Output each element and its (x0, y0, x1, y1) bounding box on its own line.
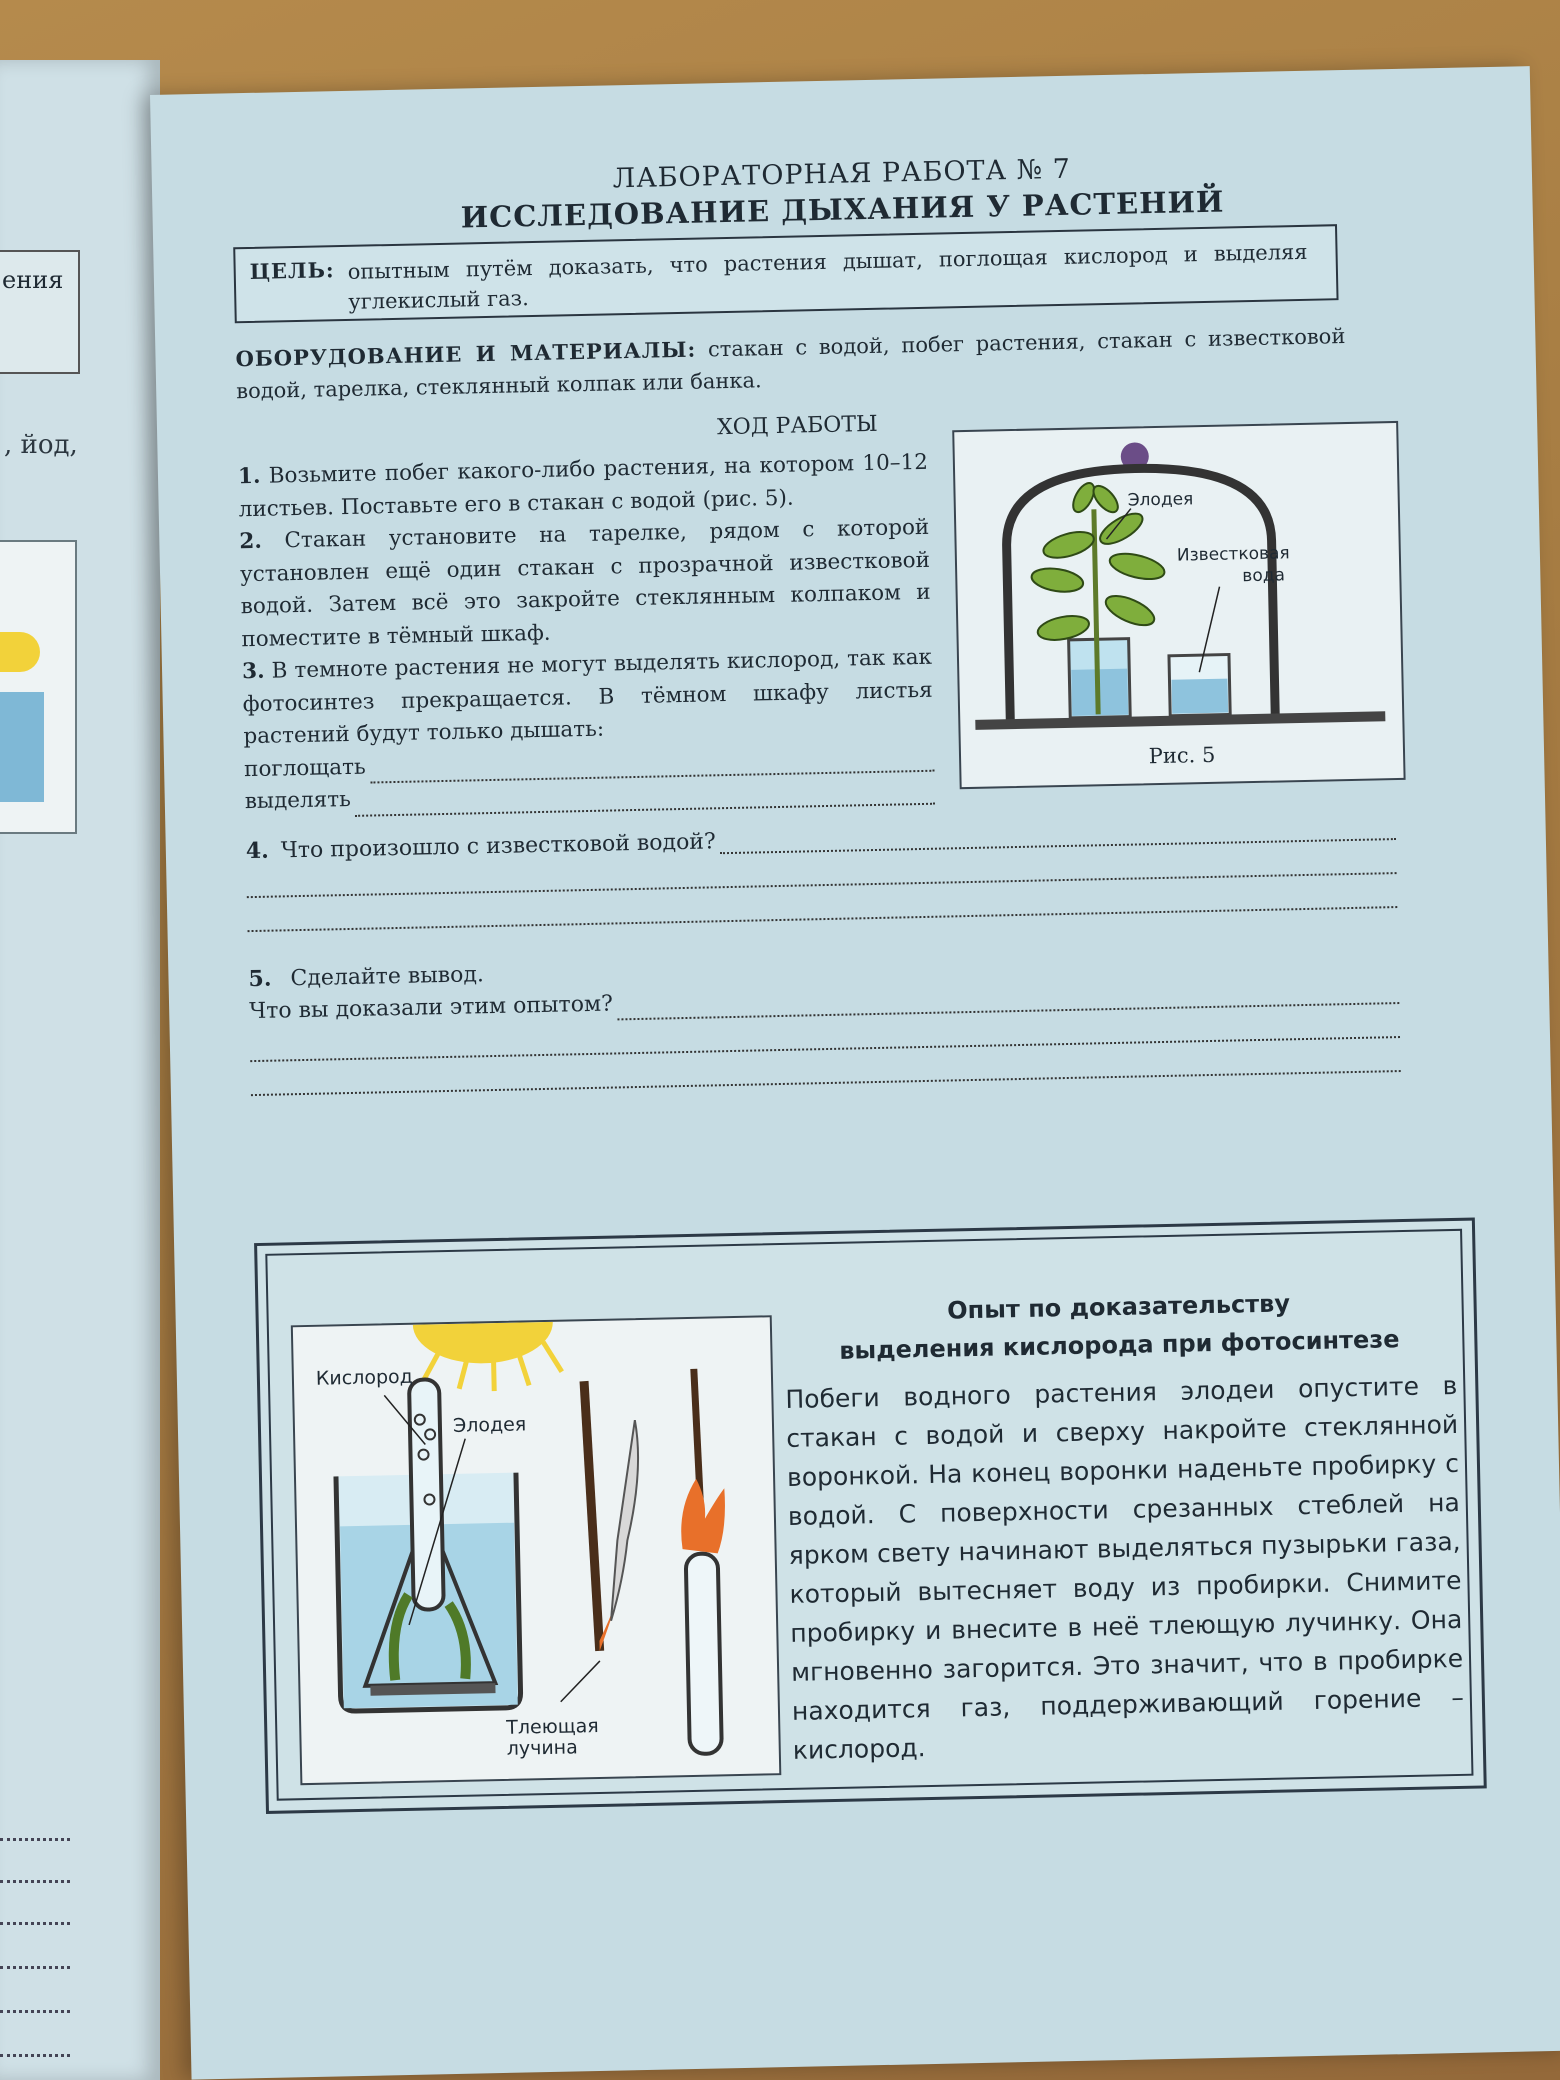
leaf-shape (1041, 527, 1097, 563)
step-text: В темноте растения не могут выделять кислород, так как фотосинтез прекращается. В тёмном шкафу листья растений будут только дышать: (242, 644, 933, 750)
pointer-line (560, 1661, 601, 1702)
test-tube (686, 1553, 722, 1754)
answer-line (0, 2054, 70, 2057)
splinter-label-2: лучина (506, 1736, 578, 1760)
question-subtext: Что вы доказали этим опытом? (248, 991, 614, 1025)
sun-icon (0, 632, 40, 672)
left-page-fragment-2: , йод, (4, 430, 78, 460)
lab-subtitle: ИССЛЕДОВАНИЕ ДЫХАНИЯ У РАСТЕНИЙ (460, 184, 1225, 235)
figure-caption: Рис. 5 (1148, 742, 1216, 769)
info-box (254, 1218, 1487, 1814)
step-number: 1. (237, 463, 261, 490)
oxygen-label: Кислород (315, 1365, 414, 1390)
lab-title: ЛАБОРАТОРНАЯ РАБОТА № 7 (612, 153, 1072, 195)
leaf-shape (1107, 549, 1167, 584)
question-4 (246, 814, 1398, 932)
answer-line (0, 2010, 70, 2013)
info-box-inner (265, 1229, 1473, 1801)
emit-answer-field[interactable] (355, 780, 935, 816)
equipment-text: стакан с водой, побег растения, стакан с известковой водой, тарелка, стеклянный колпак или банка. (235, 324, 1346, 404)
answer-line (0, 1880, 70, 1883)
left-page-illustration (0, 540, 77, 834)
leaf-shape (1096, 508, 1147, 550)
splinter (584, 1381, 600, 1651)
lime-water-label-2: вода (1242, 565, 1286, 587)
steps-list (238, 447, 935, 819)
elodea-label: Элодея (1127, 489, 1194, 511)
progress-title: ХОД РАБОТЫ (716, 411, 878, 441)
lime-water-shape (1171, 679, 1228, 714)
emit-label: выделять (244, 786, 352, 815)
info-title-line-2: выделения кислорода при фотосинтезе (839, 1325, 1400, 1365)
workbook-page (150, 66, 1560, 2079)
goal-text: опытным путём доказать, что растения дышат, поглощая кислород и выделяя углекислый газ. (347, 239, 1308, 314)
water-shape (0, 692, 44, 802)
question-text: Что произошло с известковой водой? (280, 829, 717, 864)
smoke-shape (607, 1420, 642, 1621)
answer-line (0, 1966, 70, 1969)
left-page (0, 60, 160, 2080)
info-title-line-1: Опыт по доказательству (946, 1289, 1291, 1325)
question-text: Сделайте вывод. (290, 962, 485, 992)
figure-5 (952, 421, 1405, 789)
question-5 (248, 939, 1401, 1096)
elodea-label: Элодея (452, 1413, 527, 1437)
left-page-box (0, 250, 80, 374)
info-title (783, 1281, 1454, 1371)
question-number: 4. (245, 837, 270, 865)
step-text: Возьмите побег какого-либо растения, на котором 10–12 листьев. Поставьте его в стакан с водой (рис. 5). (238, 449, 929, 522)
oxygen-experiment-figure (291, 1315, 782, 1785)
absorb-label: поглощать (243, 754, 366, 782)
left-page-fragment: ения (2, 266, 64, 294)
step-3 (242, 642, 934, 754)
leaf-shape (1030, 565, 1085, 595)
leaf-shape (1102, 590, 1158, 631)
answer-line (0, 1922, 70, 1925)
info-text: Побеги водного растения элодеи опустите в стакан с водой и сверху накройте стеклянной воронкой. На конец воронки наденьте пробирку с водой. С поверхности срезанных стеблей на ярком свету начинают выделяться пузырьки газа, который вытесняет воду из пробирки. Снимите пробирку и внесите в неё тлеющую лучинку. Она мгновенно загорится. Это значит, что в пробирке находится газ, поддерживающий горение – кислород. (785, 1370, 1465, 1765)
lime-water-label-1: Известковая (1176, 543, 1290, 566)
bell-jar-illustration (954, 423, 1403, 787)
answer-line (0, 1838, 70, 1841)
step-number: 3. (241, 658, 265, 685)
splinter-label-1: Тлеющая (506, 1714, 599, 1739)
goal-box (233, 224, 1338, 323)
equipment-label: ОБОРУДОВАНИЕ И МАТЕРИАЛЫ: (235, 336, 697, 372)
goal-label: ЦЕЛЬ: (249, 257, 335, 284)
equipment-paragraph (235, 320, 1346, 407)
step-2 (239, 512, 932, 656)
question-number: 5. (248, 965, 272, 993)
step-number: 2. (239, 528, 263, 555)
step-text: Стакан установите на тарелке, рядом с которой установлен ещё один стакан с прозрачной известковой водой. Затем всё это закройте стеклянным колпаком и поместите в тёмный шкаф. (239, 514, 931, 652)
